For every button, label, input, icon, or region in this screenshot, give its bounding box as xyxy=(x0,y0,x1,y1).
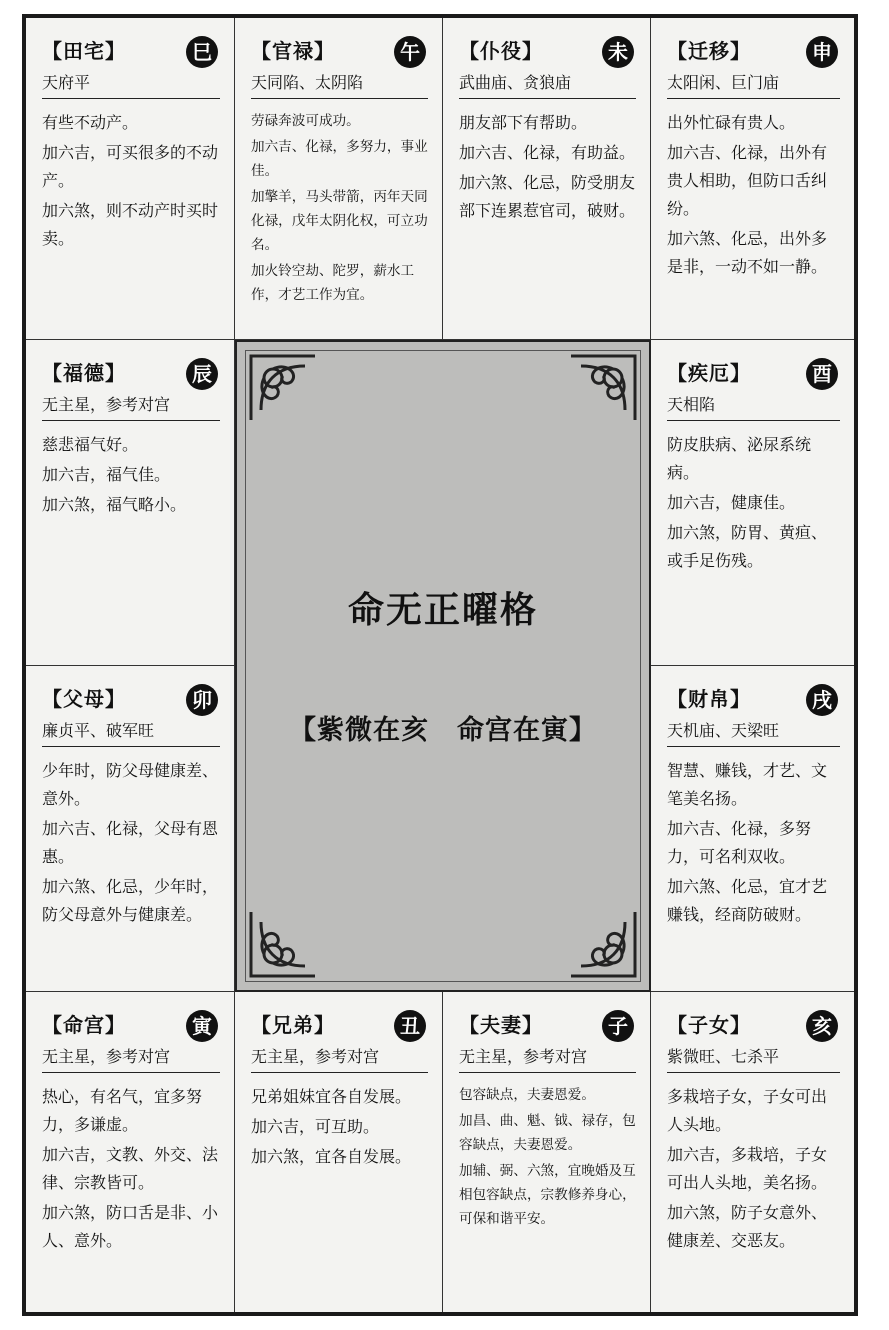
corner-ornament-icon xyxy=(567,908,639,980)
branch-badge: 巳 xyxy=(186,36,218,68)
corner-ornament-icon xyxy=(247,352,319,424)
palace-stars: 无主星，参考对宫 xyxy=(42,394,220,421)
palace-desc xyxy=(667,1083,840,1255)
desc-line: 出外忙碌有贵人。 xyxy=(667,113,796,132)
desc-line: 加六煞，防子女意外、健康差、交恶友。 xyxy=(667,1203,828,1250)
palace-stars: 紫微旺、七杀平 xyxy=(667,1046,840,1073)
palace-name: 【迁移】 xyxy=(667,39,751,63)
desc-line: 加六吉，文教、外交、法律、宗教皆可。 xyxy=(42,1145,219,1192)
center-frame xyxy=(245,350,641,982)
branch-badge: 申 xyxy=(806,36,838,68)
branch-badge: 午 xyxy=(394,36,426,68)
palace-desc xyxy=(42,109,220,253)
desc-line: 加六吉、化禄，父母有恩惠。 xyxy=(42,819,219,866)
desc-line: 加六煞，宜各自发展。 xyxy=(251,1147,412,1166)
chart-subtitle: 【紫微在亥 命宫在寅】 xyxy=(289,715,597,746)
palace-minggong xyxy=(26,992,235,1312)
desc-line: 智慧、赚钱，才艺、文笔美名扬。 xyxy=(667,761,828,808)
palace-stars: 天相陷 xyxy=(667,394,840,421)
palace-stars: 天同陷、太阴陷 xyxy=(251,72,428,99)
palace-stars: 武曲庙、贪狼庙 xyxy=(459,72,636,99)
desc-line: 加六吉、化禄，有助益。 xyxy=(459,143,636,162)
desc-line: 加六煞、化忌，宜才艺赚钱，经商防破财。 xyxy=(667,877,828,924)
desc-line: 加六吉、化禄，多努力，可名利双收。 xyxy=(667,819,812,866)
palace-xiongdi xyxy=(235,992,443,1312)
branch-badge: 丑 xyxy=(394,1010,426,1042)
desc-line: 加昌、曲、魁、钺、禄存，包容缺点，夫妻恩爱。 xyxy=(459,1113,636,1153)
desc-line: 加六煞、化忌，防受朋友部下连累惹官司，破财。 xyxy=(459,173,636,220)
palace-desc xyxy=(42,757,220,929)
palace-stars: 无主星，参考对宫 xyxy=(251,1046,428,1073)
center-panel xyxy=(235,340,651,992)
palace-desc xyxy=(459,1083,636,1231)
palace-caibo xyxy=(651,666,854,992)
palace-stars: 无主星，参考对宫 xyxy=(459,1046,636,1073)
palace-name: 【财帛】 xyxy=(667,687,751,711)
desc-line: 劳碌奔波可成功。 xyxy=(251,113,360,129)
palace-stars: 廉贞平、破军旺 xyxy=(42,720,220,747)
desc-line: 防皮肤病、泌尿系统病。 xyxy=(667,435,812,482)
desc-line: 朋友部下有帮助。 xyxy=(459,113,588,132)
desc-line: 加六煞，防胃、黄疸、或手足伤残。 xyxy=(667,523,828,570)
desc-line: 加六吉，健康佳。 xyxy=(667,493,796,512)
desc-line: 加六煞，则不动产时买时卖。 xyxy=(42,201,219,248)
chart-title: 命无正曜格 xyxy=(347,589,538,631)
desc-line: 加六吉、化禄，出外有贵人相助，但防口舌纠纷。 xyxy=(667,143,828,218)
palace-guanlu xyxy=(235,18,443,340)
corner-ornament-icon xyxy=(247,908,319,980)
palace-zinv xyxy=(651,992,854,1312)
palace-puyi xyxy=(443,18,651,340)
desc-line: 有些不动产。 xyxy=(42,113,139,132)
palace-desc xyxy=(667,431,840,575)
palace-fumu xyxy=(26,666,235,992)
branch-badge: 卯 xyxy=(186,684,218,716)
palace-stars: 无主星，参考对宫 xyxy=(42,1046,220,1073)
palace-desc xyxy=(251,109,428,307)
desc-line: 加六煞，防口舌是非、小人、意外。 xyxy=(42,1203,219,1250)
desc-line: 加辅、弼、六煞，宜晚婚及互相包容缺点，宗教修养身心，可保和谐平安。 xyxy=(459,1163,636,1227)
desc-line: 加火铃空劫、陀罗，薪水工作，才艺工作为宜。 xyxy=(251,263,415,303)
branch-badge: 戌 xyxy=(806,684,838,716)
palace-stars: 天府平 xyxy=(42,72,220,99)
palace-name: 【田宅】 xyxy=(42,39,126,63)
palace-desc xyxy=(667,757,840,929)
palace-name: 【仆役】 xyxy=(459,39,543,63)
palace-stars: 太阳闲、巨门庙 xyxy=(667,72,840,99)
branch-badge: 辰 xyxy=(186,358,218,390)
corner-ornament-icon xyxy=(567,352,639,424)
branch-badge: 亥 xyxy=(806,1010,838,1042)
palace-name: 【命宫】 xyxy=(42,1013,126,1037)
palace-desc xyxy=(667,109,840,281)
palace-name: 【夫妻】 xyxy=(459,1013,543,1037)
desc-line: 加六吉，可互助。 xyxy=(251,1117,380,1136)
palace-fuqi xyxy=(443,992,651,1312)
desc-line: 多栽培子女，子女可出人头地。 xyxy=(667,1087,828,1134)
desc-line: 加六吉，可买很多的不动产。 xyxy=(42,143,219,190)
palace-name: 【父母】 xyxy=(42,687,126,711)
palace-desc xyxy=(459,109,636,225)
desc-line: 兄弟姐妹宜各自发展。 xyxy=(251,1087,412,1106)
palace-desc xyxy=(42,1083,220,1255)
desc-line: 加六吉、化禄，多努力，事业佳。 xyxy=(251,139,428,179)
palace-name: 【疾厄】 xyxy=(667,361,751,385)
desc-line: 加六煞，福气略小。 xyxy=(42,495,187,514)
chart-board xyxy=(22,14,858,1316)
branch-badge: 寅 xyxy=(186,1010,218,1042)
branch-badge: 子 xyxy=(602,1010,634,1042)
palace-stars: 天机庙、天梁旺 xyxy=(667,720,840,747)
palace-name: 【子女】 xyxy=(667,1013,751,1037)
desc-line: 加六煞、化忌，出外多是非，一动不如一静。 xyxy=(667,229,828,276)
desc-line: 加六吉，福气佳。 xyxy=(42,465,171,484)
desc-line: 少年时，防父母健康差、意外。 xyxy=(42,761,219,808)
branch-badge: 酉 xyxy=(806,358,838,390)
palace-jie xyxy=(651,340,854,666)
desc-line: 加擎羊，马头带箭，丙年天同化禄，戊年太阴化权，可立功名。 xyxy=(251,189,428,253)
palace-fude xyxy=(26,340,235,666)
palace-name: 【兄弟】 xyxy=(251,1013,335,1037)
palace-name: 【福德】 xyxy=(42,361,126,385)
palace-tianzhai xyxy=(26,18,235,340)
desc-line: 包容缺点，夫妻恩爱。 xyxy=(459,1087,595,1103)
desc-line: 加六吉，多栽培，子女可出人头地，美名扬。 xyxy=(667,1145,828,1192)
desc-line: 加六煞、化忌，少年时，防父母意外与健康差。 xyxy=(42,877,219,924)
palace-qianyi xyxy=(651,18,854,340)
palace-name: 【官禄】 xyxy=(251,39,335,63)
palace-desc xyxy=(42,431,220,519)
palace-desc xyxy=(251,1083,428,1171)
desc-line: 热心，有名气，宜多努力，多谦虚。 xyxy=(42,1087,203,1134)
desc-line: 慈悲福气好。 xyxy=(42,435,139,454)
branch-badge: 未 xyxy=(602,36,634,68)
